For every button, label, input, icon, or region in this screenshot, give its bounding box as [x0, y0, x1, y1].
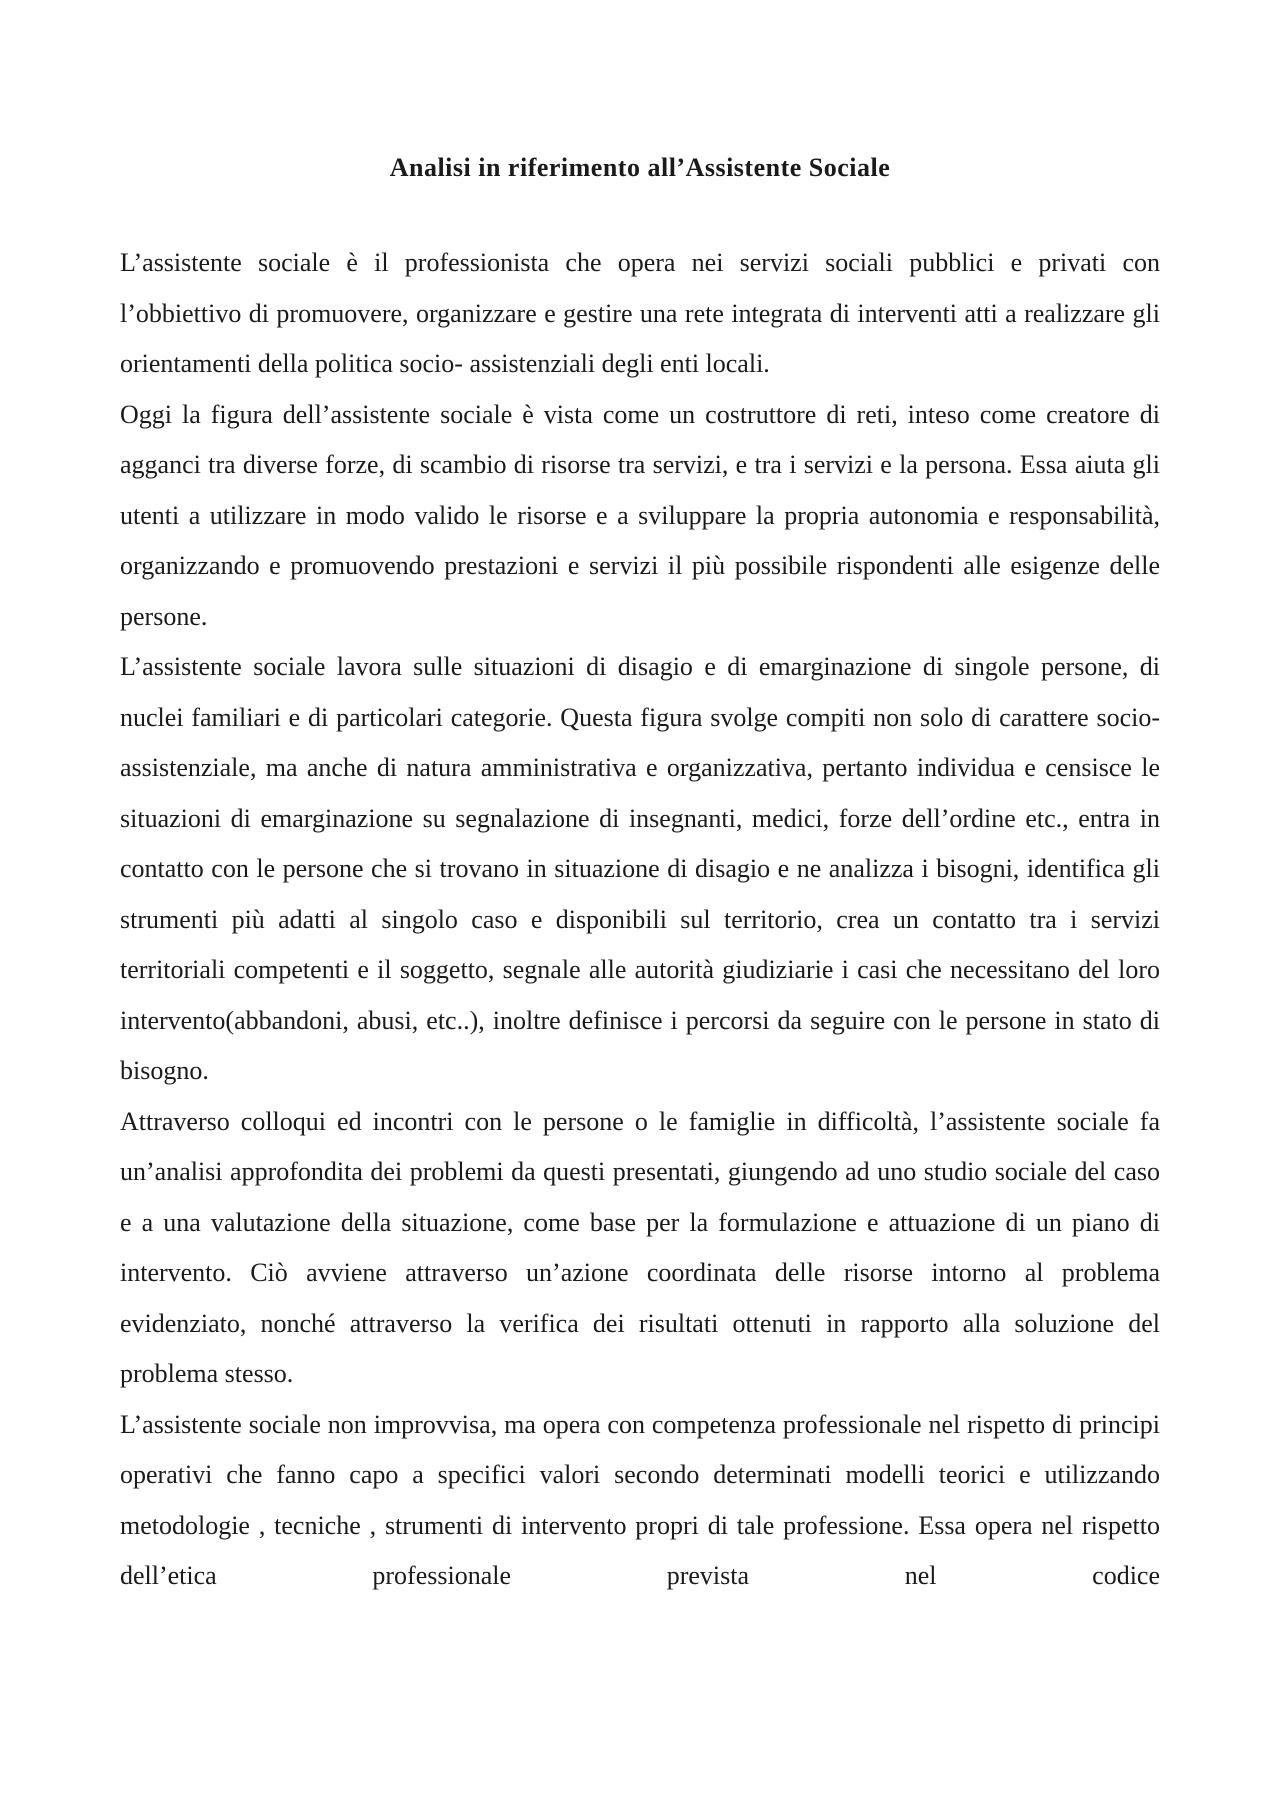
paragraph-1: L’assistente sociale è il professionista che opera nei servizi sociali pubblici e privati con l’obbiettivo di promuovere, organizzare e gestire una rete integrata di interventi atti a realizzare gli orientamenti della politica socio- assistenziali degli enti locali.	[120, 248, 1160, 378]
paragraph-2: Oggi la figura dell’assistente sociale è vista come un costruttore di reti, inteso come creatore di agganci tra diverse forze, di scambio di risorse tra servizi, e tra i servizi e la persona. Essa aiuta gli utenti a utilizzare in modo valido le risorse e a sviluppare la propria autonomia e responsabilità, organizzando e promuovendo prestazioni e servizi il più possibile rispondenti alle esigenze delle persone.	[120, 399, 1160, 631]
paragraph-5: L’assistente sociale non improvvisa, ma opera con competenza professionale nel rispetto di principi operativi che fanno capo a specifici valori secondo determinati modelli teorici e utilizzando metodologie , tecniche , strumenti di intervento propri di tale professione. Essa opera nel rispetto dell’etica professionale prevista nel codice	[120, 1409, 1160, 1590]
document-body	[120, 238, 1160, 1602]
paragraph-3: L’assistente sociale lavora sulle situazioni di disagio e di emarginazione di singole persone, di nuclei familiari e di particolari categorie. Questa figura svolge compiti non solo di carattere socio- assistenziale, ma anche di natura amministrativa e organizzativa, pertanto individua e censisce le situazioni di emarginazione su segnalazione di insegnanti, medici, forze dell’ordine etc., entra in contatto con le persone che si trovano in situazione di disagio e ne analizza i bisogni, identifica gli strumenti più adatti al singolo caso e disponibili sul territorio, crea un contatto tra i servizi territoriali competenti e il soggetto, segnale alle autorità giudiziarie i casi che necessitano del loro intervento(abbandoni, abusi, etc..), inoltre definisce i percorsi da seguire con le persone in stato di bisogno.	[120, 652, 1160, 1085]
paragraph-4: Attraverso colloqui ed incontri con le persone o le famiglie in difficoltà, l’assistente sociale fa un’analisi approfondita dei problemi da questi presentati, giungendo ad uno studio sociale del caso e a una valutazione della situazione, come base per la formulazione e attuazione di un piano di intervento. Ciò avviene attraverso un’azione coordinata delle risorse intorno al problema evidenziato, nonché attraverso la verifica dei risultati ottenuti in rapporto alla soluzione del problema stesso.	[120, 1106, 1160, 1388]
document-title: Analisi in riferimento all’Assistente Sociale	[389, 153, 891, 182]
